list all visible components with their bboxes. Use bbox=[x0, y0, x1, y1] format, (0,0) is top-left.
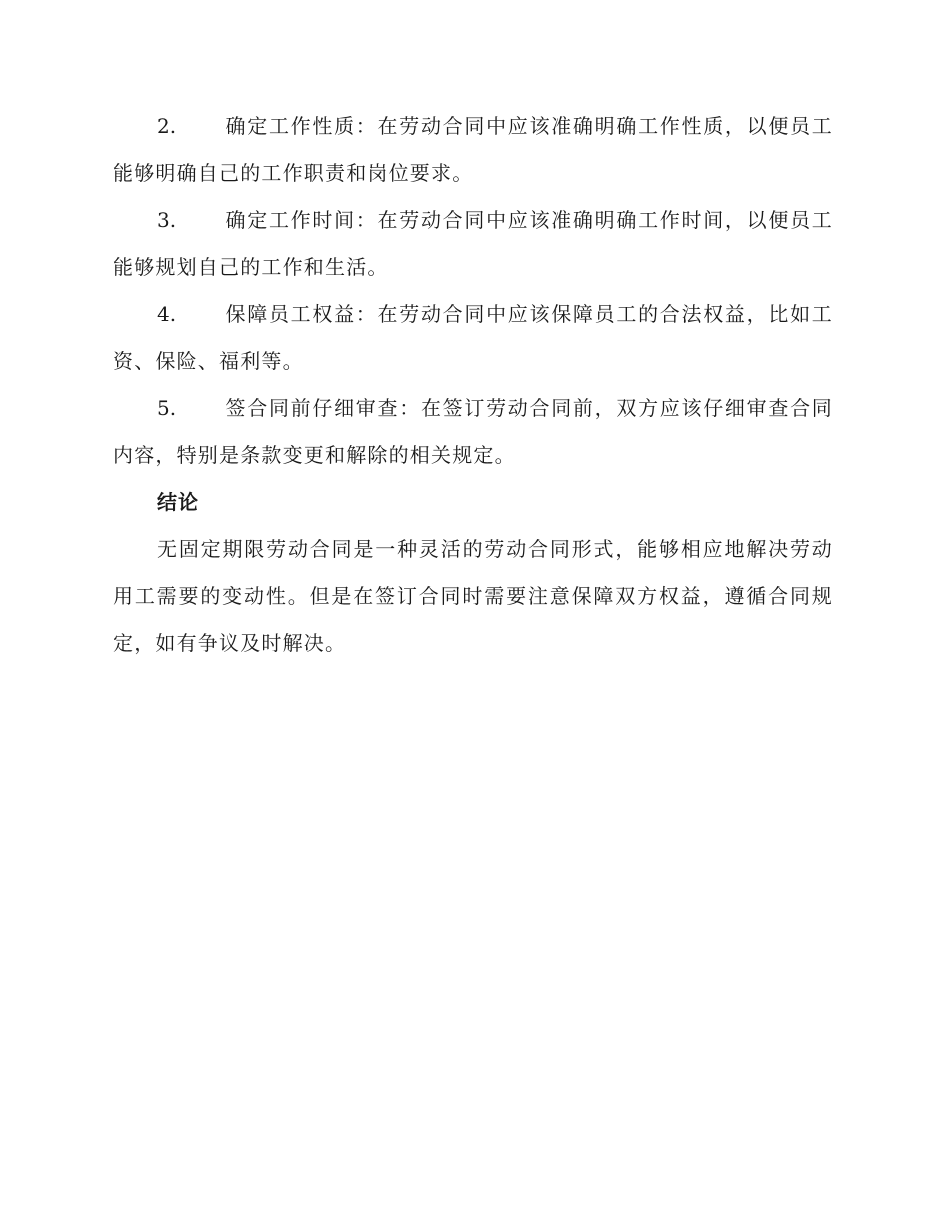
list-item-text: 保障员工权益：在劳动合同中应该保障员工的合法权益，比如工资、保险、福利等。 bbox=[113, 302, 833, 373]
list-item-number: 2. bbox=[157, 114, 177, 138]
list-item-number: 4. bbox=[157, 302, 177, 326]
list-item-number: 3. bbox=[157, 208, 177, 232]
list-item bbox=[113, 103, 833, 197]
list-item-text: 确定工作时间：在劳动合同中应该准确明确工作时间，以便员工能够规划自己的工作和生活。 bbox=[113, 208, 833, 279]
list-item-text: 签合同前仔细审查：在签订劳动合同前，双方应该仔细审查合同内容，特别是条款变更和解除的相关规定。 bbox=[113, 396, 833, 467]
document-page bbox=[113, 103, 833, 667]
list-item bbox=[113, 385, 833, 479]
conclusion-paragraph: 无固定期限劳动合同是一种灵活的劳动合同形式，能够相应地解决劳动用工需要的变动性。但是在签订合同时需要注意保障双方权益，遵循合同规定，如有争议及时解决。 bbox=[113, 537, 833, 655]
list-item bbox=[113, 197, 833, 291]
conclusion-heading: 结论 bbox=[157, 490, 199, 514]
list-item-text: 确定工作性质：在劳动合同中应该准确明确工作性质，以便员工能够明确自己的工作职责和岗位要求。 bbox=[113, 114, 833, 185]
list-item-number: 5. bbox=[157, 396, 177, 420]
list-item bbox=[113, 291, 833, 385]
